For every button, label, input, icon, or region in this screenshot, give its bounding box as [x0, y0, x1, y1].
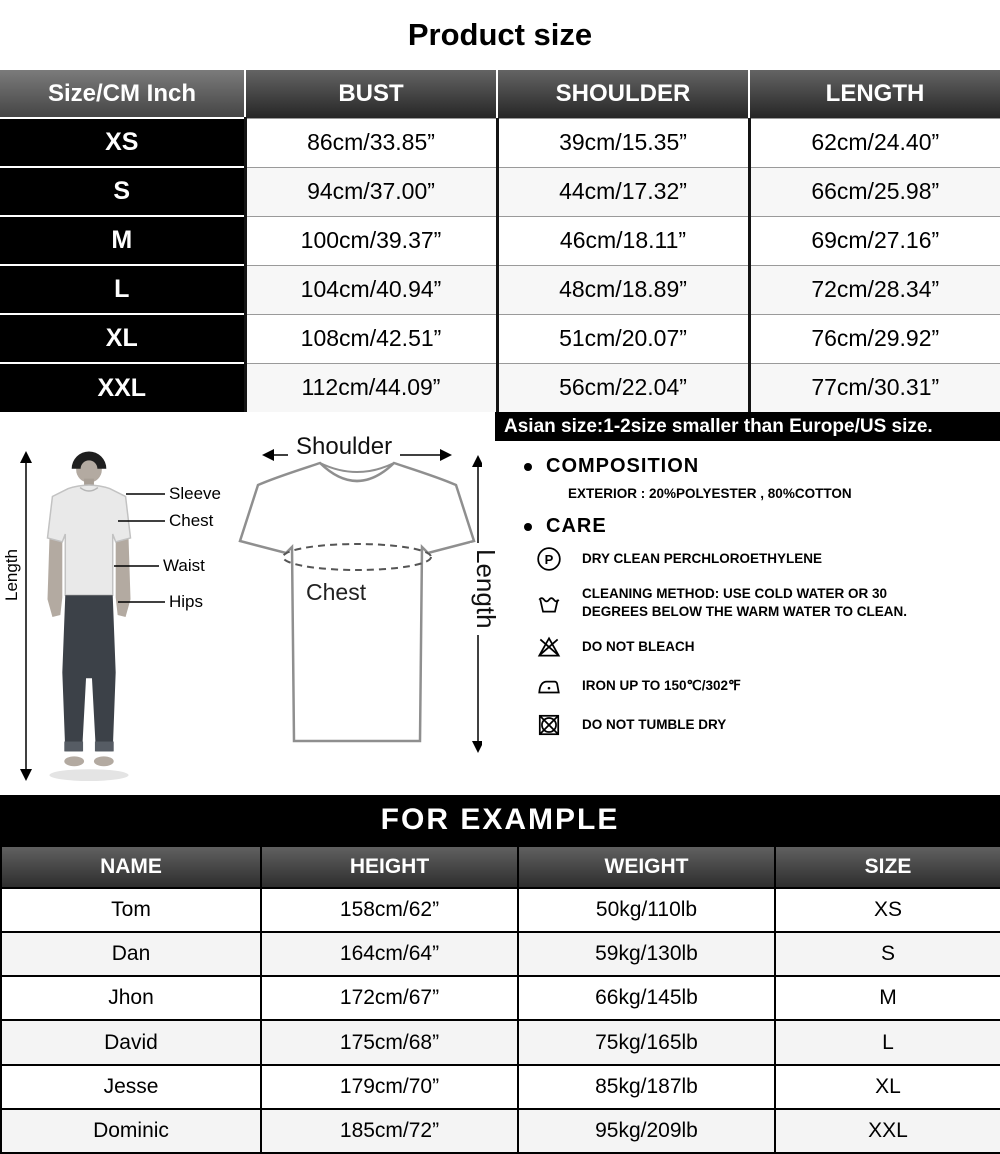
weight-cell: 75kg/165lb: [518, 1020, 775, 1064]
note-row: [0, 412, 1000, 441]
care-text: DO NOT BLEACH: [582, 639, 695, 655]
dry-clean-icon: [534, 546, 564, 572]
care-item: [524, 634, 994, 660]
size-table-corner-header: Size/CM Inch: [0, 70, 245, 118]
weight-cell: 66kg/145lb: [518, 976, 775, 1020]
care-item: [524, 585, 994, 621]
size-label-cell: L: [0, 265, 245, 314]
name-cell: Tom: [1, 888, 261, 932]
bust-cell: 94cm/37.00”: [245, 167, 497, 216]
page-title: Product size: [407, 17, 593, 52]
care-heading: CARE: [546, 515, 607, 537]
name-cell: Dan: [1, 932, 261, 976]
example-header-size: SIZE: [775, 846, 1000, 888]
care-item: [524, 712, 994, 738]
bust-cell: 104cm/40.94”: [245, 265, 497, 314]
size-label-cell: XL: [0, 314, 245, 363]
weight-cell: 59kg/130lb: [518, 932, 775, 976]
length-cell: 62cm/24.40”: [749, 118, 1000, 167]
size-table: [0, 70, 1000, 412]
size-table-header-row: [0, 70, 1000, 118]
composition-detail: EXTERIOR : 20%POLYESTER , 80%COTTON: [568, 486, 852, 501]
example-row: [1, 888, 1000, 932]
size-label-cell: S: [0, 167, 245, 216]
do-not-tumble-dry-icon: [534, 712, 564, 738]
shoulder-cell: 39cm/15.35”: [497, 118, 749, 167]
size-cell: S: [775, 932, 1000, 976]
measurement-diagram-section: [0, 433, 1000, 795]
bust-cell: 86cm/33.85”: [245, 118, 497, 167]
care-text: DO NOT TUMBLE DRY: [582, 717, 727, 733]
name-cell: Dominic: [1, 1109, 261, 1153]
name-cell: Jhon: [1, 976, 261, 1020]
size-table-header-bust: BUST: [245, 70, 497, 118]
size-label-cell: M: [0, 216, 245, 265]
height-cell: 175cm/68”: [261, 1020, 518, 1064]
care-text: DRY CLEAN PERCHLOROETHYLENE: [582, 550, 823, 566]
weight-cell: 95kg/209lb: [518, 1109, 775, 1153]
shoulder-cell: 51cm/20.07”: [497, 314, 749, 363]
size-row: [0, 167, 1000, 216]
height-cell: 179cm/70”: [261, 1065, 518, 1109]
example-banner: FOR EXAMPLE: [0, 795, 1000, 845]
model-length-label: Length: [2, 549, 21, 601]
bullet-dot: [524, 523, 532, 531]
example-header-weight: WEIGHT: [518, 846, 775, 888]
care-text: CLEANING METHOD: USE COLD WATER OR 30 DEGREES BELOW THE WARM WATER TO CLEAN.: [582, 586, 908, 620]
do-not-bleach-icon: [534, 634, 564, 660]
care-list: [524, 546, 994, 738]
asian-size-note: Asian size:1-2size smaller than Europe/US size.: [495, 412, 1000, 441]
size-label-cell: XXL: [0, 363, 245, 412]
size-cell: M: [775, 976, 1000, 1020]
size-label-cell: XS: [0, 118, 245, 167]
size-row: [0, 363, 1000, 412]
composition-heading-row: [524, 455, 994, 478]
model-chest-label: Chest: [169, 511, 214, 530]
height-cell: 164cm/64”: [261, 932, 518, 976]
wash-icon: [534, 590, 564, 616]
care-text: IRON UP TO 150℃/302℉: [582, 678, 741, 694]
size-cell: XXL: [775, 1109, 1000, 1153]
example-row: [1, 1065, 1000, 1109]
example-header-row: [1, 846, 1000, 888]
shirt-length-label: Length: [470, 543, 501, 635]
example-header-name: NAME: [1, 846, 261, 888]
example-row: [1, 932, 1000, 976]
height-cell: 172cm/67”: [261, 976, 518, 1020]
size-row: [0, 314, 1000, 363]
length-cell: 66cm/25.98”: [749, 167, 1000, 216]
bullet-dot: [524, 463, 532, 471]
bust-cell: 108cm/42.51”: [245, 314, 497, 363]
size-cell: XL: [775, 1065, 1000, 1109]
size-row: [0, 265, 1000, 314]
length-cell: 69cm/27.16”: [749, 216, 1000, 265]
length-cell: 72cm/28.34”: [749, 265, 1000, 314]
example-table-section: [0, 845, 1000, 1154]
height-cell: 185cm/72”: [261, 1109, 518, 1153]
example-table: [0, 845, 1000, 1154]
composition-heading: COMPOSITION: [546, 455, 700, 477]
care-item: [524, 673, 994, 699]
model-waist-label: Waist: [163, 556, 205, 575]
model-sleeve-label: Sleeve: [169, 484, 221, 503]
shoulder-cell: 56cm/22.04”: [497, 363, 749, 412]
name-cell: David: [1, 1020, 261, 1064]
length-cell: 77cm/30.31”: [749, 363, 1000, 412]
example-row: [1, 1109, 1000, 1153]
size-table-header-length: LENGTH: [749, 70, 1000, 118]
shoulder-cell: 46cm/18.11”: [497, 216, 749, 265]
bust-cell: 112cm/44.09”: [245, 363, 497, 412]
height-cell: 158cm/62”: [261, 888, 518, 932]
example-row: [1, 1020, 1000, 1064]
size-row: [0, 216, 1000, 265]
example-header-height: HEIGHT: [261, 846, 518, 888]
shoulder-cell: 44cm/17.32”: [497, 167, 749, 216]
weight-cell: 50kg/110lb: [518, 888, 775, 932]
size-cell: XS: [775, 888, 1000, 932]
example-row: [1, 976, 1000, 1020]
bust-cell: 100cm/39.37”: [245, 216, 497, 265]
length-cell: 76cm/29.92”: [749, 314, 1000, 363]
size-cell: L: [775, 1020, 1000, 1064]
svg-text:P: P: [544, 551, 554, 567]
model-hips-label: Hips: [169, 592, 204, 611]
shirt-shoulder-label: Shoulder: [288, 433, 400, 461]
care-heading-row: [524, 515, 994, 538]
size-table-header-shoulder: SHOULDER: [497, 70, 749, 118]
weight-cell: 85kg/187lb: [518, 1065, 775, 1109]
shirt-chest-label: Chest: [306, 579, 367, 605]
care-item: [524, 546, 994, 572]
model-photo: [34, 449, 144, 785]
name-cell: Jesse: [1, 1065, 261, 1109]
shoulder-cell: 48cm/18.89”: [497, 265, 749, 314]
composition-care-panel: [524, 449, 994, 738]
iron-icon: [534, 673, 564, 699]
size-row: [0, 118, 1000, 167]
